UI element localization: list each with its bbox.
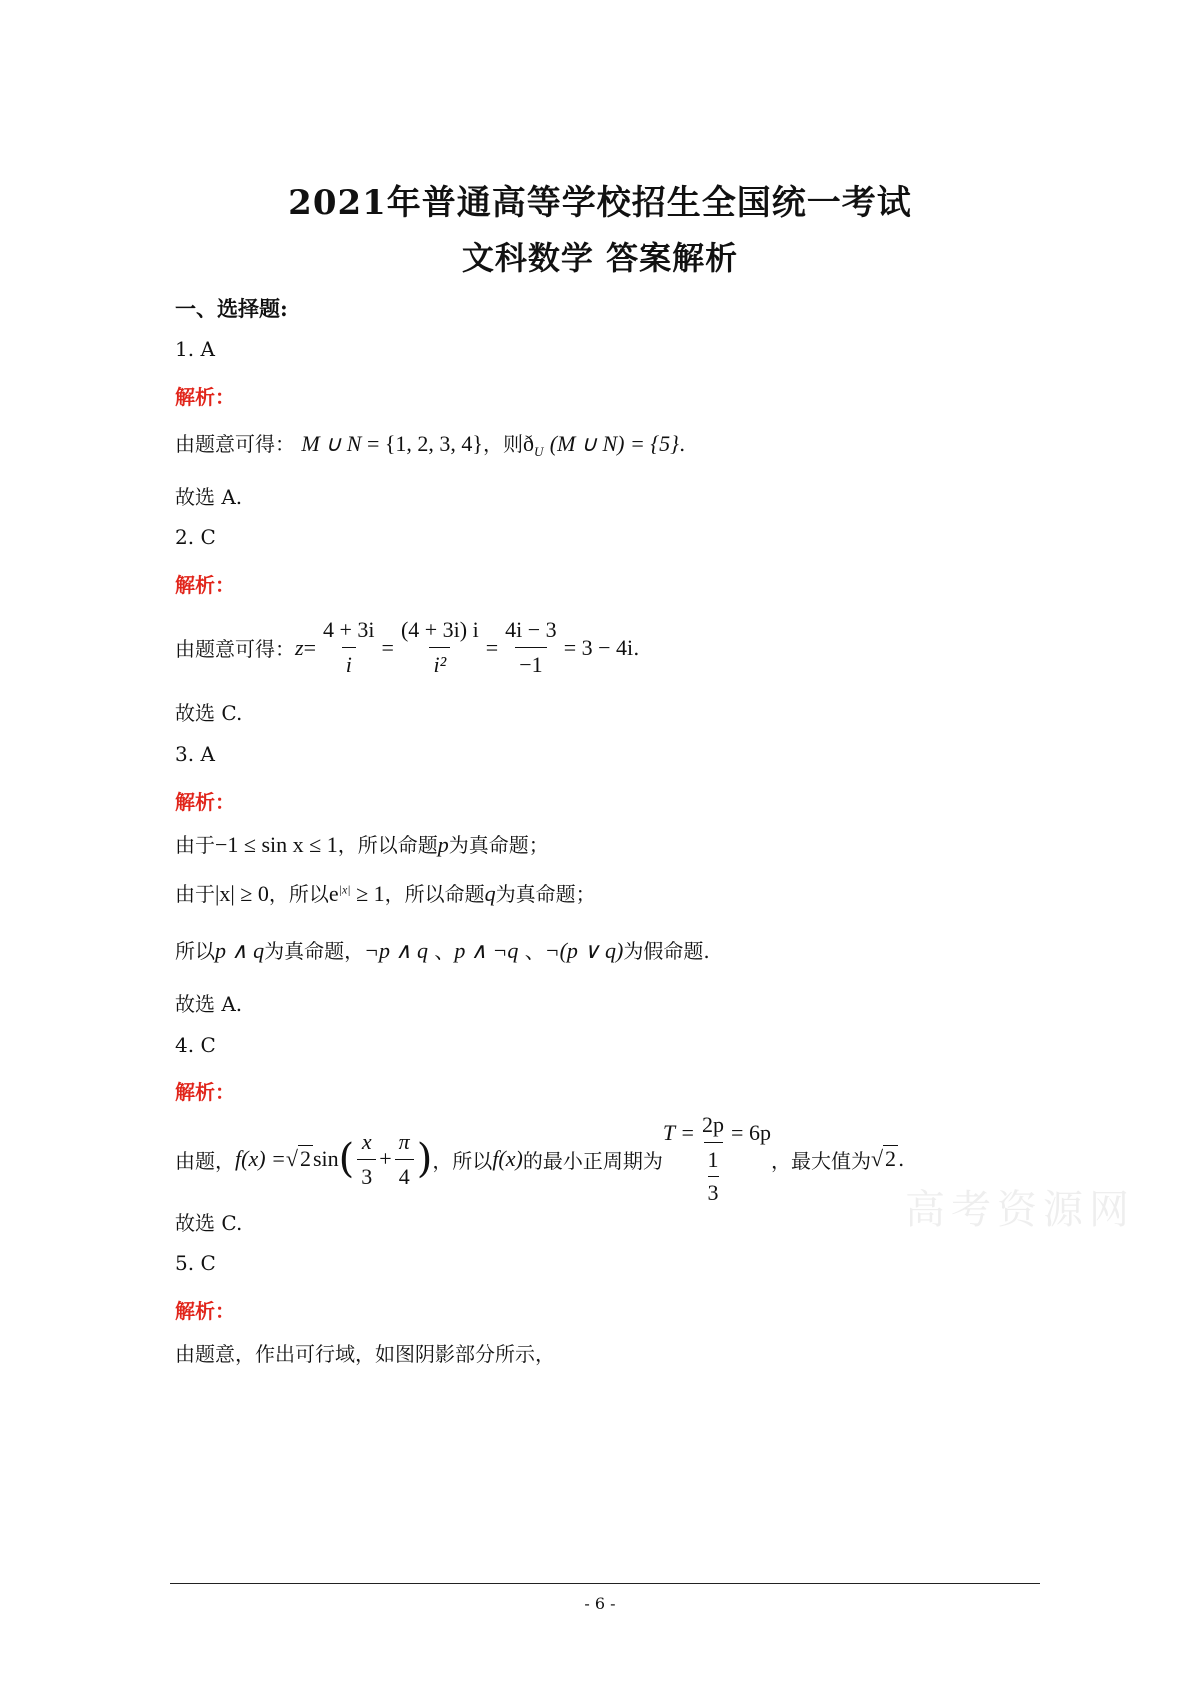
q1-answer: 1. A <box>175 337 215 361</box>
q3-analysis-label: 解析： <box>175 790 235 814</box>
q4-answer: 4. C <box>175 1033 216 1057</box>
page-title: 2021年普通高等学校招生全国统一考试 <box>288 183 912 223</box>
q2-eq1: = <box>303 634 316 660</box>
q1-end: . <box>678 432 686 456</box>
q5-answer: 5. C <box>175 1251 216 1275</box>
q1-complement-sub: U <box>534 444 544 459</box>
q1-complement: ð <box>523 431 534 456</box>
q1-analysis-label: 解析： <box>175 385 235 409</box>
q4-sqrt2: 2 <box>299 1146 311 1171</box>
q3-line-2: 由于|x| ≥ 0，所以$e^{|x|} \ge 1$，所以命题q为真命题； <box>175 881 596 906</box>
q1-intro: 由题意可得： <box>175 432 295 456</box>
q2-fraction-1: $\frac{4 + 3i}{i}$ <box>322 617 375 677</box>
q4-period-result: = 6p <box>731 1120 771 1145</box>
q2-z: z <box>295 634 304 660</box>
q5-text: 由题意，作出可行域，如图阴影部分所示， <box>175 1342 555 1366</box>
q4-period-T: T = <box>662 1120 696 1145</box>
q4-fraction-pi4: $\frac{\pi}{4}$ <box>395 1129 414 1190</box>
footer-divider <box>170 1583 1040 1584</box>
q2-fraction-3: $\frac{4i - 3}{-1}$ <box>505 617 557 677</box>
q1-conclusion: 故选 A. <box>175 485 243 509</box>
q2-intro: 由题意可得： <box>175 637 295 661</box>
watermark: 高考资源网 <box>905 1187 1135 1233</box>
q4-fraction-x3: $\frac{x}{3}$ <box>357 1129 376 1190</box>
page-subtitle: 文科数学 答案解析 <box>461 239 739 277</box>
q3-line-3: 所以p ∧ q为真命题，¬p ∧ q 、p ∧ ¬q 、¬(p ∨ q)为假命题. <box>175 938 710 963</box>
q1-formula-union: M ∪ N <box>301 431 362 456</box>
q3-line-1: 由于−1 ≤ sin x ≤ 1，所以命题p为真命题； <box>175 832 549 857</box>
section-heading: 一、选择题: <box>175 296 288 321</box>
q1-solution <box>175 428 685 460</box>
q2-fraction-2: $\frac{(4 + 3i) i}{\text{i²}}$ <box>400 617 479 677</box>
q4-period-fraction: 2p 1 3 <box>702 1112 725 1205</box>
q4-fx: f(x) = <box>235 1146 286 1171</box>
q4-max-value: 2 <box>885 1146 897 1171</box>
q2-analysis-label: 解析： <box>175 573 235 597</box>
q2-eq2: = <box>381 634 394 660</box>
q4-solution: 由题， f(x) = √ 2 sin ( $\frac{x}{3}$ + $\frac{\pi}{4}$ ) ，所以 f(x) 的最小正周期为 T = 2p 1 3 = 6p ，最大值为 √ 2 . <box>175 1112 905 1205</box>
q1-formula-set: = {1, 2, 3, 4} <box>361 431 483 456</box>
q2-eq3: = <box>485 634 499 660</box>
q3-conclusion: 故选 A. <box>175 992 243 1016</box>
q3-sin-range: −1 ≤ sin x ≤ 1 <box>215 832 338 857</box>
q1-formula-result: (M ∪ N) = {5} <box>549 431 679 456</box>
q2-answer: 2. C <box>175 525 216 549</box>
q3-answer: 3. A <box>175 742 215 766</box>
q4-conclusion: 故选 C. <box>175 1211 243 1235</box>
q4-analysis-label: 解析： <box>175 1080 235 1104</box>
page-number: - 6 - <box>584 1594 616 1613</box>
q5-analysis-label: 解析： <box>175 1299 235 1323</box>
q2-solution <box>175 617 639 678</box>
q2-result: = 3 − 4i <box>563 634 634 660</box>
q1-mid: ，则 <box>483 432 523 456</box>
q2-conclusion: 故选 C. <box>175 701 243 725</box>
q2-end: . <box>633 635 640 660</box>
q3-abs-x: |x| ≥ 0 <box>215 881 269 906</box>
